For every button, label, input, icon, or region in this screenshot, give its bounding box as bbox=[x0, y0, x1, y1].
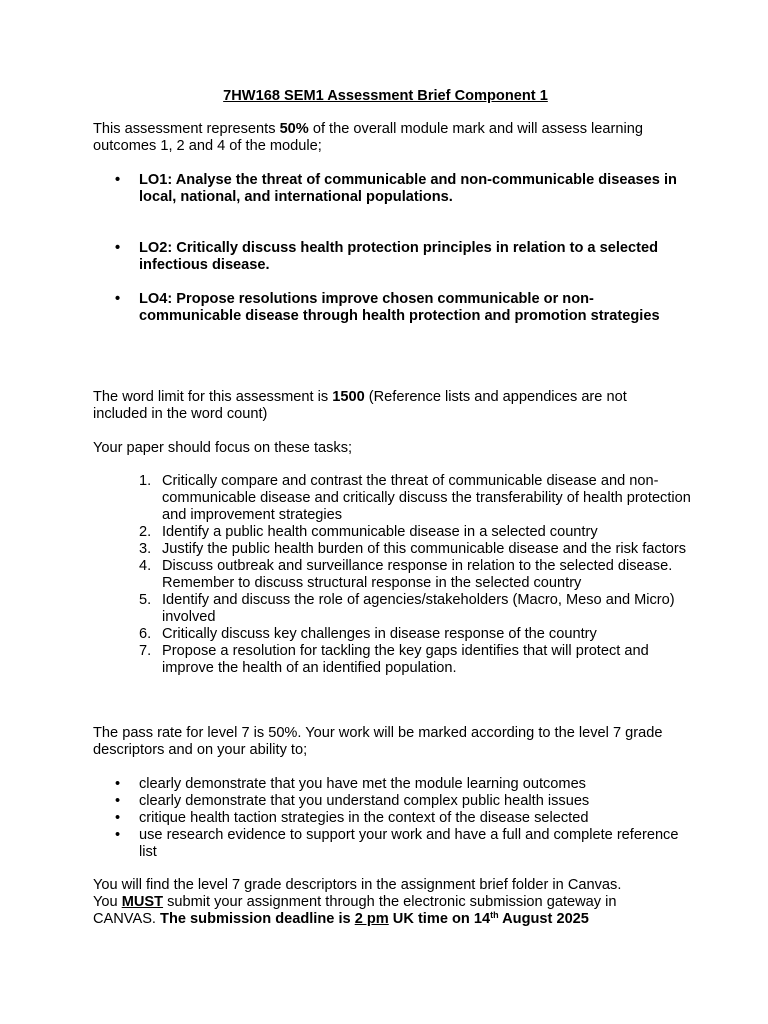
word-limit-value: 1500 bbox=[332, 389, 365, 405]
criteria-item: • clearly demonstrate that you have met the module learning outcomes bbox=[115, 776, 586, 792]
criteria-list bbox=[93, 776, 693, 861]
learning-outcome-item: • LO2: Critically discuss health protection principles in relation to a selected infectious disease. bbox=[115, 240, 659, 273]
intro-paragraph bbox=[93, 121, 678, 155]
deadline-time: 2 pm bbox=[354, 911, 389, 927]
learning-outcomes-list bbox=[93, 172, 693, 325]
tasks-list bbox=[93, 473, 693, 677]
bullet-icon: • bbox=[115, 793, 121, 809]
intro-text-pre: This assessment represents bbox=[93, 121, 280, 137]
criteria-item: • use research evidence to support your work and have a full and complete reference list bbox=[115, 827, 679, 860]
bullet-icon: • bbox=[115, 776, 121, 792]
must-emphasis: MUST bbox=[121, 894, 164, 910]
task-item: 5. Identify and discuss the role of agencies/stakeholders (Macro, Meso and Micro) involved bbox=[139, 592, 675, 625]
task-item: 2. Identify a public health communicable disease in a selected country bbox=[139, 524, 598, 540]
word-limit-paragraph: The word limit for this assessment is 1500 (Reference lists and appendices are not included in the word count) bbox=[93, 389, 627, 422]
closing-paragraph: You will find the level 7 grade descriptors in the assignment brief folder in Canvas. You MUST submit your assignment through the electronic submission gateway in CANVAS. The submission deadline is 2 pm UK time on 14th August 2025 bbox=[93, 877, 622, 927]
submission-deadline: The submission deadline is 2 pm UK time on 14th August 2025 bbox=[160, 910, 589, 927]
bullet-icon: • bbox=[115, 240, 121, 256]
task-item: 1. Critically compare and contrast the threat of communicable disease and non-communicable disease and critically discuss the transferability of health protection and improvement strategies bbox=[139, 473, 691, 523]
task-item: 4. Discuss outbreak and surveillance response in relation to the selected disease. Remember to discuss structural response in the selected country bbox=[139, 558, 673, 591]
task-item: 6. Critically discuss key challenges in disease response of the country bbox=[139, 626, 597, 642]
bullet-icon: • bbox=[115, 810, 121, 826]
intro-percentage: 50% bbox=[279, 121, 309, 137]
intro-text-post: of the overall module mark and will assess learning outcomes 1, 2 and 4 of the module; bbox=[93, 121, 643, 154]
page-title: 7HW168 SEM1 Assessment Brief Component 1 bbox=[223, 88, 548, 104]
learning-outcome-item: • LO4: Propose resolutions improve chosen communicable or non-communicable disease through health protection and promotion strategies bbox=[115, 291, 660, 324]
pass-rate-paragraph: The pass rate for level 7 is 50%. Your work will be marked according to the level 7 grade descriptors and on your ability to; bbox=[93, 725, 663, 758]
bullet-icon: • bbox=[115, 291, 121, 307]
tasks-intro: Your paper should focus on these tasks; bbox=[93, 440, 353, 456]
bullet-icon: • bbox=[115, 827, 121, 843]
bullet-icon: • bbox=[115, 172, 121, 188]
task-item: 7. Propose a resolution for tackling the key gaps identifies that will protect and improve the health of an identified population. bbox=[139, 643, 649, 676]
criteria-item: • clearly demonstrate that you understand complex public health issues bbox=[115, 793, 590, 809]
learning-outcome-item: • LO1: Analyse the threat of communicable and non-communicable diseases in local, national, and international populations. bbox=[115, 172, 677, 205]
criteria-item: • critique health taction strategies in the context of the disease selected bbox=[115, 810, 589, 826]
task-item: 3. Justify the public health burden of this communicable disease and the risk factors bbox=[139, 541, 687, 557]
